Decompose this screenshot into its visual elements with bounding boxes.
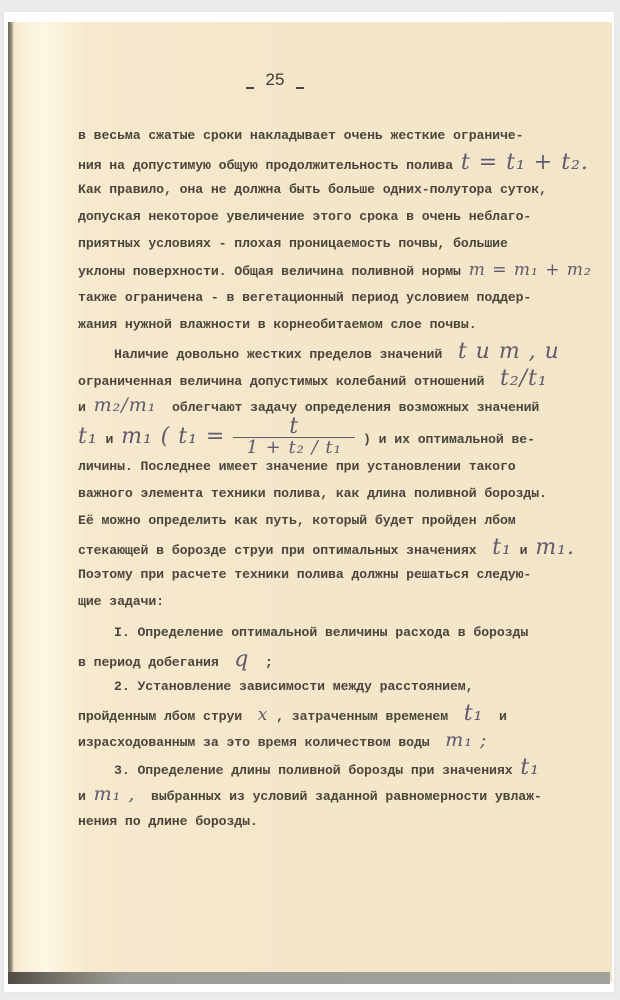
formula-m1: m₁ — [121, 423, 153, 449]
formula-t1-open: ( t₁ = — [160, 423, 226, 449]
text-line — [78, 365, 578, 392]
text-line — [78, 561, 578, 588]
task-1 — [78, 619, 578, 646]
formula-t1: t₁ — [520, 755, 541, 780]
formula-m1-semicolon: m₁ ; — [445, 729, 488, 751]
text: ограниченная величина допустимых колебаний отношений — [78, 374, 485, 389]
text-line — [78, 338, 578, 365]
text-line — [78, 808, 578, 835]
text-line — [78, 414, 578, 458]
text: личины. Последнее имеет значение при установлении такого — [78, 459, 516, 474]
formula-m1-period: m₁. — [535, 535, 575, 560]
text-line — [78, 507, 578, 534]
text: важного элемента техники полива, как длина поливной борозды. — [78, 486, 547, 501]
text-line — [78, 230, 578, 257]
text: Её можно определить как путь, который будет пройден лбом — [78, 513, 516, 528]
task-3 — [78, 754, 578, 781]
formula-t1: t₁ — [492, 535, 512, 560]
text: и — [105, 431, 114, 447]
text: Поэтому при расчете техники полива должны решаться следую- — [78, 567, 532, 582]
text: выбранных из условий заданной равномерности увлаж- — [151, 789, 542, 804]
text: и — [78, 789, 86, 804]
text: Как правило, она не должна быть больше одних-полутора суток, — [78, 182, 547, 197]
text-line — [78, 257, 592, 284]
text: и — [499, 709, 507, 724]
text: в весьма сжатые сроки накладывает очень жесткие ограниче- — [78, 128, 524, 143]
text-line — [78, 149, 589, 176]
formula-t1: t₁ — [463, 701, 484, 726]
formula-fraction — [233, 414, 355, 458]
formula-t-and-m: t и m , и — [457, 339, 560, 364]
text: приятных условиях - плохая проницаемость почвы, большие — [78, 236, 508, 251]
text: ; — [265, 655, 273, 670]
text: ) и их оптимальной ве- — [363, 431, 535, 447]
text-line — [78, 727, 578, 754]
text: стекающей в борозде струи при оптимальных значениях — [78, 543, 477, 558]
page-number — [230, 70, 320, 90]
formula-t1: t₁ — [78, 423, 98, 449]
page-number-value: 25 — [265, 70, 285, 89]
text: ния на допустимую общую продолжительность полива — [78, 158, 454, 173]
page-bottom-edge — [8, 972, 610, 984]
text: жания нужной влажности в корнеобитаемом слое почвы. — [78, 317, 477, 332]
document-body — [78, 122, 592, 835]
text: 3. Определение длины поливной борозды при значениях — [114, 763, 513, 778]
text: Наличие довольно жестких пределов значений — [114, 347, 443, 362]
text: пройденным лбом струи — [78, 709, 243, 724]
text-line — [78, 646, 578, 673]
text-line — [78, 203, 578, 230]
text: 2. Установление зависимости между расстоянием, — [114, 679, 474, 694]
text-line — [78, 588, 578, 615]
text: израсходованным за это время количеством воды — [78, 735, 430, 750]
text-line — [78, 781, 578, 808]
text: и — [519, 543, 528, 558]
formula-q: q — [234, 647, 250, 672]
text-line — [78, 176, 578, 203]
formula-total-norm: m = m₁ + m₂ — [468, 260, 592, 280]
text: и — [78, 400, 86, 415]
text: уклоны поверхности. Общая величина поливной нормы — [78, 264, 461, 279]
fraction-denominator: 1 + t₂ / t₁ — [246, 437, 342, 458]
text: щие задачи: — [78, 594, 164, 609]
formula-ratio-t: t₂/t₁ — [499, 366, 548, 391]
text-line — [78, 480, 578, 507]
formula-ratio-m: m₂/m₁ — [93, 394, 157, 416]
task-2 — [78, 673, 578, 700]
text-line — [78, 311, 578, 338]
formula-total-time: t = t₁ + t₂. — [460, 150, 589, 175]
text: I. Определение оптимальной величины расхода в борозды — [114, 625, 529, 640]
text: облегчают задачу определения возможных значений — [171, 400, 540, 415]
formula-x: x — [257, 705, 269, 725]
text-line — [78, 700, 578, 727]
text-line — [78, 392, 578, 419]
text-line — [78, 534, 578, 561]
text: в период добегания — [78, 655, 219, 670]
text-line — [78, 453, 578, 480]
text: нения по длине борозды. — [78, 814, 258, 829]
dash-left — [246, 87, 254, 89]
formula-m1-comma: m₁ , — [93, 783, 136, 805]
fraction-numerator: t — [233, 417, 355, 438]
text-line — [78, 122, 578, 149]
text: допуская некоторое увеличение этого срока в очень неблаго- — [78, 209, 532, 224]
text-line — [78, 284, 578, 311]
text: , затраченным временем — [276, 709, 449, 724]
dash-right — [296, 87, 304, 89]
text: также ограничена - в вегетационный период условием поддер- — [78, 290, 532, 305]
